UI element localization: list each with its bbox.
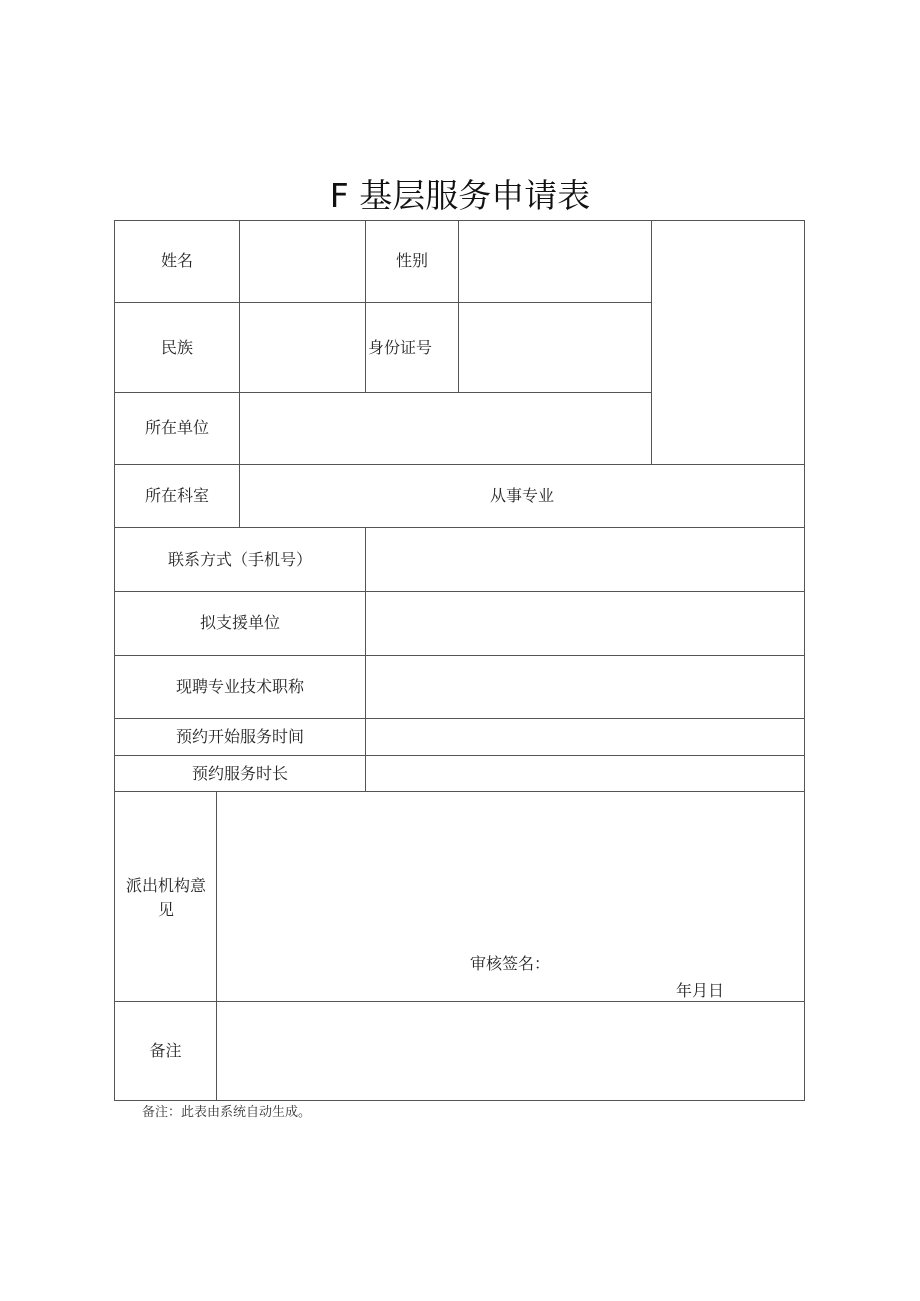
remarks-label: 备注 <box>149 1041 182 1060</box>
dispatch-opinion-label: 派出机构意见 <box>125 876 206 919</box>
ethnicity-field[interactable] <box>240 303 365 392</box>
review-signature-label: 审核签名： <box>470 954 551 973</box>
ethnicity-label: 民族 <box>160 338 193 357</box>
title-rank-field[interactable] <box>366 656 804 718</box>
form-title: F 基层服务申请表 <box>329 176 591 215</box>
work-unit-field[interactable] <box>240 393 651 464</box>
gender-field[interactable] <box>459 221 651 302</box>
footnote: 备注：此表由系统自动生成。 <box>142 1105 312 1120</box>
row-divider <box>114 464 805 465</box>
support-unit-label: 拟支援单位 <box>199 613 280 632</box>
work-unit-label: 所在单位 <box>144 418 209 437</box>
duration-label: 预约服务时长 <box>191 764 288 783</box>
name-field[interactable] <box>240 221 365 302</box>
column-divider <box>365 220 366 393</box>
support-unit-field[interactable] <box>366 592 804 655</box>
contact-label: 联系方式（手机号） <box>167 550 312 569</box>
duration-field[interactable] <box>366 756 804 791</box>
title-rank-label: 现聘专业技术职称 <box>175 677 304 696</box>
contact-field[interactable] <box>366 528 804 591</box>
photo-box[interactable] <box>652 221 804 464</box>
department-label: 所在科室 <box>144 486 209 505</box>
start-time-field[interactable] <box>366 719 804 755</box>
specialty-label: 从事专业 <box>489 486 554 505</box>
gender-label: 性别 <box>395 251 428 270</box>
id-number-label: 身份证号 <box>367 338 432 357</box>
table-border-right <box>804 220 805 1101</box>
name-label: 姓名 <box>160 251 193 270</box>
start-time-label: 预约开始服务时间 <box>175 727 304 746</box>
id-number-field[interactable] <box>459 303 651 392</box>
dispatch-opinion-field[interactable] <box>217 792 804 942</box>
remarks-field[interactable] <box>217 1002 804 1100</box>
date-label: 年月日 <box>676 981 725 1000</box>
